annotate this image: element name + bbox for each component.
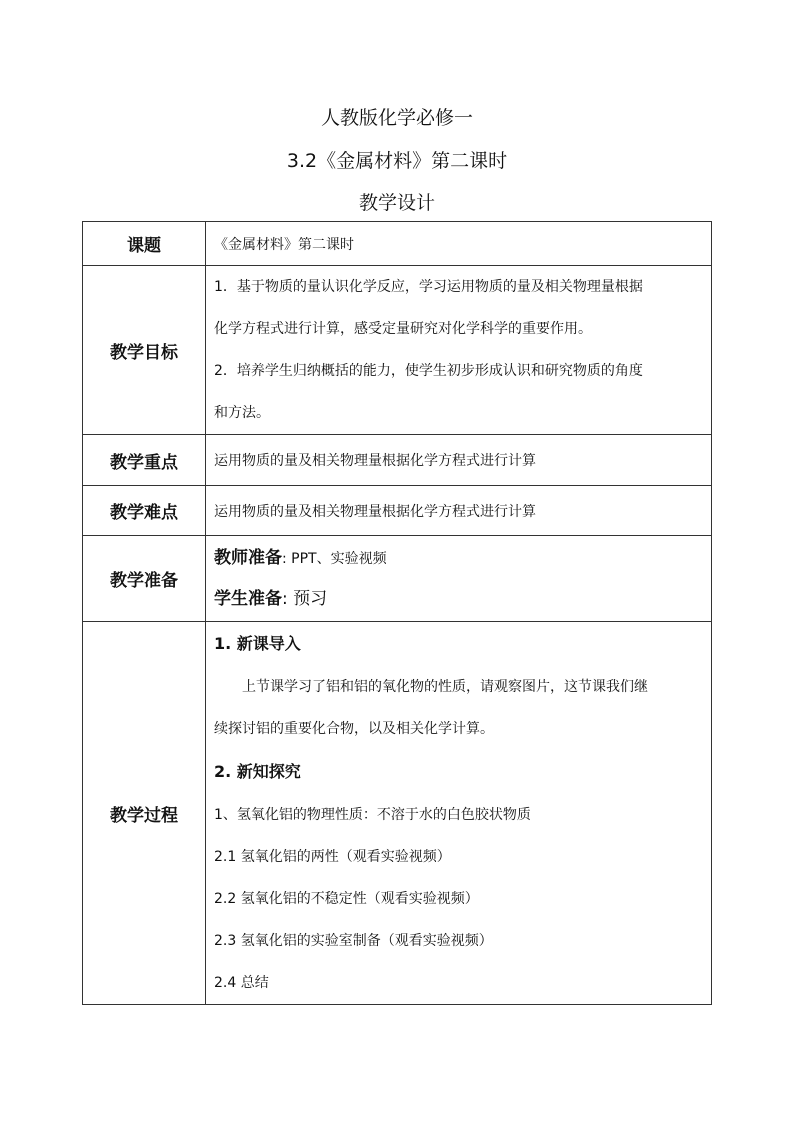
explore-item: 2.3 氢氧化铝的实验室制备（观看实验视频）: [214, 933, 493, 949]
goals-line: 和方法。: [214, 405, 270, 421]
table-row-preparation: [83, 536, 712, 622]
goals-line: 2．培养学生归纳概括的能力，使学生初步形成认识和研究物质的角度: [214, 363, 643, 379]
goals-line: 化学方程式进行计算，感受定量研究对化学科学的重要作用。: [214, 321, 592, 337]
section-explore-title: 2. 新知探究: [214, 762, 301, 781]
value-preparation: [206, 536, 712, 622]
value-difficulties: 运用物质的量及相关物理量根据化学方程式进行计算: [206, 486, 712, 536]
lesson-plan-table: [82, 221, 712, 1005]
student-prep-key: 学生准备: [214, 588, 282, 609]
document-title-line3: 教学设计: [358, 192, 435, 214]
explore-item: 2.2 氢氧化铝的不稳定性（观看实验视频）: [214, 891, 479, 907]
student-prep-value: : 预习: [282, 588, 328, 609]
table-row-difficulties: [83, 486, 712, 536]
value-goals: [206, 266, 712, 435]
intro-line: 上节课学习了铝和铝的氧化物的性质，请观察图片，这节课我们继: [242, 679, 648, 695]
label-goals: 教学目标: [83, 266, 206, 435]
table-row-key-points: [83, 435, 712, 486]
table-row-goals: [83, 266, 712, 435]
label-topic: 课题: [83, 222, 206, 266]
teacher-prep-key: 教师准备: [214, 547, 282, 568]
label-process: 教学过程: [83, 622, 206, 1005]
teacher-prep: [214, 538, 705, 579]
explore-item: 2.4 总结: [214, 975, 269, 991]
explore-item: 2.1 氢氧化铝的两性（观看实验视频）: [214, 849, 451, 865]
value-process: [206, 622, 712, 1005]
table-row-topic: [83, 222, 712, 266]
document-title-line1: 人教版化学必修一: [320, 107, 473, 129]
value-key-points: 运用物质的量及相关物理量根据化学方程式进行计算: [206, 435, 712, 486]
label-key-points: 教学重点: [83, 435, 206, 486]
intro-line: 续探讨铝的重要化合物，以及相关化学计算。: [214, 721, 494, 737]
table-row-process: [83, 622, 712, 1005]
student-prep: [214, 579, 705, 620]
goals-line: 1．基于物质的量认识化学反应，学习运用物质的量及相关物理量根据: [214, 279, 643, 295]
label-preparation: 教学准备: [83, 536, 206, 622]
label-difficulties: 教学难点: [83, 486, 206, 536]
teacher-prep-value: : PPT、实验视频: [282, 550, 387, 567]
value-topic: 《金属材料》第二课时: [206, 222, 712, 266]
document-title-line2: 3.2《金属材料》第二课时: [286, 150, 508, 172]
explore-item: 1、氢氧化铝的物理性质：不溶于水的白色胶状物质: [214, 807, 531, 823]
section-new-lesson-title: 1. 新课导入: [214, 634, 301, 653]
